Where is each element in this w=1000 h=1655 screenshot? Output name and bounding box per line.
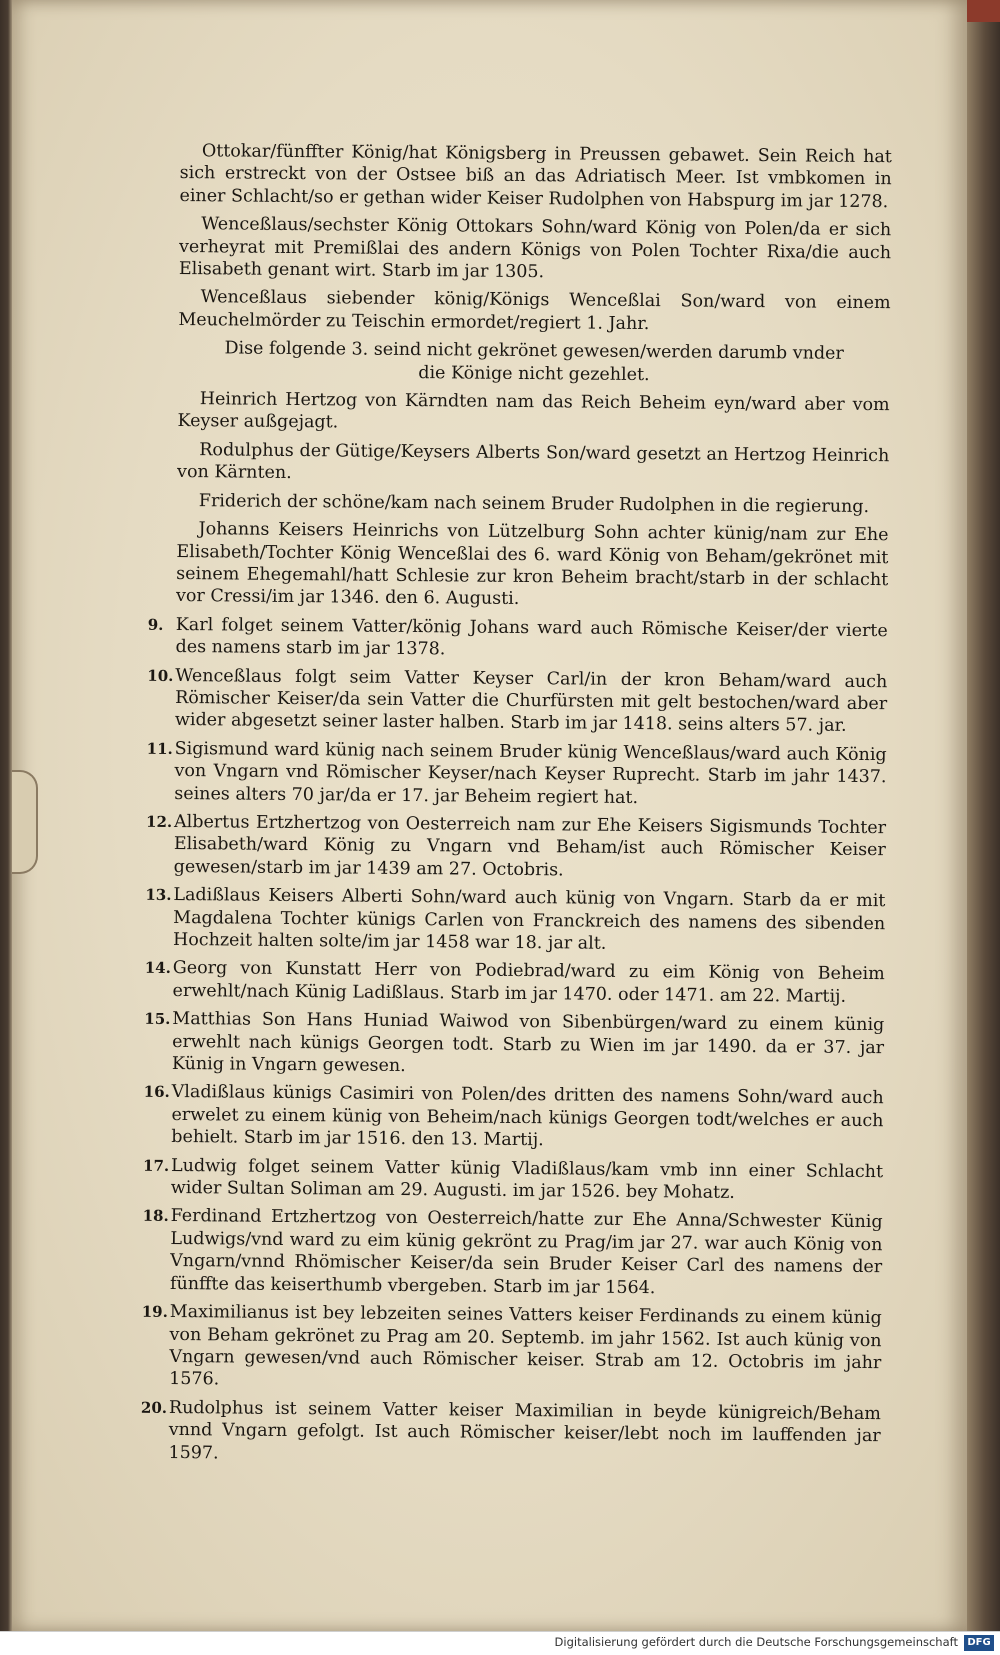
entry-text: Wenceßlaus folgt seim Vatter Keyser Carl/in der kron Beham/ward auch Römischer Keiser/da sein Vatter die Churfürsten mit gelt bestochen/ward aber wider abgesetzt seiner laster halben. Starb im jar 1418. seins alters 57. jar. [174,665,888,737]
king-entry [144,1008,885,1081]
entry-number: 9. [147,615,164,634]
page-clasp [12,770,38,874]
entry-number: 20. [140,1398,168,1417]
king-entry [145,811,887,884]
entry-text: Rudolphus ist seinem Vatter keiser Maximilian in beyde künigreich/Beham vnnd Vngarn gefolgt. Ist auch Römischer keiser/lebt noch im lauffenden jar 1597. [168,1397,881,1463]
king-entry [179,213,892,286]
king-entry [177,388,889,439]
king-entry [176,518,889,614]
king-entry [177,490,889,519]
entry-number: 17. [142,1156,170,1175]
section-note: Dise folgende 3. seind nicht gekrönet gewesen/werden darumb vnder die Könige nicht gezehlet. [224,338,844,385]
entry-number: 19. [141,1302,168,1322]
entry-number: 10. [147,666,174,685]
entry-number: 13. [145,885,172,905]
book-page [12,0,967,1632]
entry-number: 11. [146,739,173,758]
entry-text: Karl folget seinem Vatter/könig Johans ward auch Römische Keiser/der vierte des namens starb im jar 1378. [175,614,888,660]
entry-text: Johanns Keisers Heinrichs von Lützelburg Sohn achter künig/nam zur Ehe Elisabeth/Tochter König Wenceßlai des 6. ward König von Beham/gekrönet mit seinem Ehegemahl/hatt Schlesie zur kron Beheim bracht/starb in der schlacht vor Cressi/im jar 1346. den 6. Augusti. [175,519,889,610]
entry-text: Friderich der schöne/kam nach seinem Bruder Rudolphen in die regierung. [198,490,870,517]
entry-text: Matthias Son Hans Huniad Waiwod von Sibenbürgen/ward zu einem künig erwehlt nach künigs Georgen todt. Starb zu Wien im jar 1490. da er 37. jar Künig in Vngarn gewesen. [171,1009,885,1077]
entry-text: Vladißlaus künigs Casimiri von Polen/des dritten des namens Sohn/ward auch erwelet zu einem künig von Beheim/nach künigs Georgen todt/welches er auch behielt. Starb im jar 1516. den 13. Martij. [171,1082,884,1151]
king-entry [144,957,885,1008]
dfg-logo-icon: DFG [964,1635,994,1651]
entry-text: Wenceßlaus/sechster König Ottokars Sohn/ward König von Polen/da er sich verheyrat mit Premißlai des andern Königs von Polen Tochter Rixa/die auch Elisabeth genant wirt. Starb im jar 1305. [178,214,892,283]
king-entry [177,439,889,490]
funding-credit: Digitalisierung gefördert durch die Deutsche Forschungsgemeinschaft [554,1635,958,1649]
entry-text: Wenceßlaus siebender könig/Königs Wenceßlai Son/ward von einem Meuchelmörder zu Teischin ermordet/regiert 1. Jahr. [178,287,891,334]
king-entry [147,614,888,665]
footer-bar [0,1631,1000,1655]
king-entry [147,665,888,738]
king-entry [141,1301,882,1397]
entry-number: 15. [144,1009,171,1029]
entry-text: Albertus Ertzhertzog von Oesterreich nam zur Ehe Keisers Sigismunds Tochter Elisabeth/ward König zu Vngarn vnd Beham/ist auch Römischer Keiser gewesen/starb im jar 1439 am 27. Octobris. [173,811,887,881]
king-entry [142,1155,884,1206]
king-entry [146,738,887,811]
entry-text: Sigismund ward künig nach seinem Bruder künig Wenceßlaus/ward auch König von Vngarn vnd Römischer Keyser/nach Keyser Ruprecht. Starb im jahr 1437. seines alters 70 jar/da er 17. jar Beheim regiert hat. [174,738,887,808]
entry-text: Ladißlaus Keisers Alberti Sohn/ward auch künig von Vngarn. Starb da er mit Magdalena Tochter künigs Carlen von Franckreich des namens des sibenden Hochzeit halten solte/im jar 1458 war 18. jar alt. [172,885,886,954]
entry-text: Georg von Kunstatt Herr von Podiebrad/ward zu eim König von Beheim erwehlt/nach Künig Ladißlaus. Starb im jar 1470. oder 1471. am 22. Martij. [172,958,885,1007]
entry-number: 12. [145,812,173,831]
entry-text: Heinrich Hertzog von Kärndten nam das Reich Beheim eyn/ward aber vom Keyser außgejagt. [177,389,890,433]
king-entry [178,286,890,337]
king-entry [143,1081,884,1154]
entry-text: Ferdinand Ertzhertzog von Oesterreich/hatte zur Ehe Anna/Schwester Künig Ludwigs/vnd ward zu eim künig gekrönt zu Prag/im jar 27. war auch König von Vngarn/vnnd Rhömischer Keiser/da sein Bruder Keiser Carl des namens der fünffte das keiserthumb vbergeben. Starb im jar 1564. [169,1206,883,1298]
king-entry [179,140,892,213]
entry-text: Ludwig folget seinem Vatter künig Vladißlaus/kam vmb inn einer Schlacht wider Sultan Soliman am 29. Augusti. im jar 1526. bey Mohatz. [170,1155,884,1203]
entry-number: 18. [142,1207,169,1226]
entry-number: 16. [143,1083,170,1102]
entry-text: Ottokar/fünffter König/hat Königsberg in Preussen gebawet. Sein Reich hat sich erstreckt von der Ostsee biß an das Adriatisch Meer. Ist vmbkomen in einer Schlacht/so er gethan wider Keiser Rudolphen von Habspurg im jar 1278. [179,141,892,212]
page-text [140,140,892,1476]
bookmark-ribbon [964,0,1000,22]
king-entry [140,1397,881,1470]
king-entry [142,1205,883,1301]
entry-text: Rodulphus der Gütige/Keysers Alberts Son/ward gesetzt an Hertzog Heinrich von Kärnten. [177,440,890,484]
entry-number: 14. [144,959,171,978]
king-entry [145,884,886,957]
entry-text: Maximilianus ist bey lebzeiten seines Vatters keiser Ferdinands zu einem künig von Beham gekrönet zu Prag am 20. Septemb. im jahr 1562. Ist auch künig von Vngarn gewesen/vnd auch Römischer keiser. Strab am 12. Octobris im jahr 1576. [169,1302,882,1390]
